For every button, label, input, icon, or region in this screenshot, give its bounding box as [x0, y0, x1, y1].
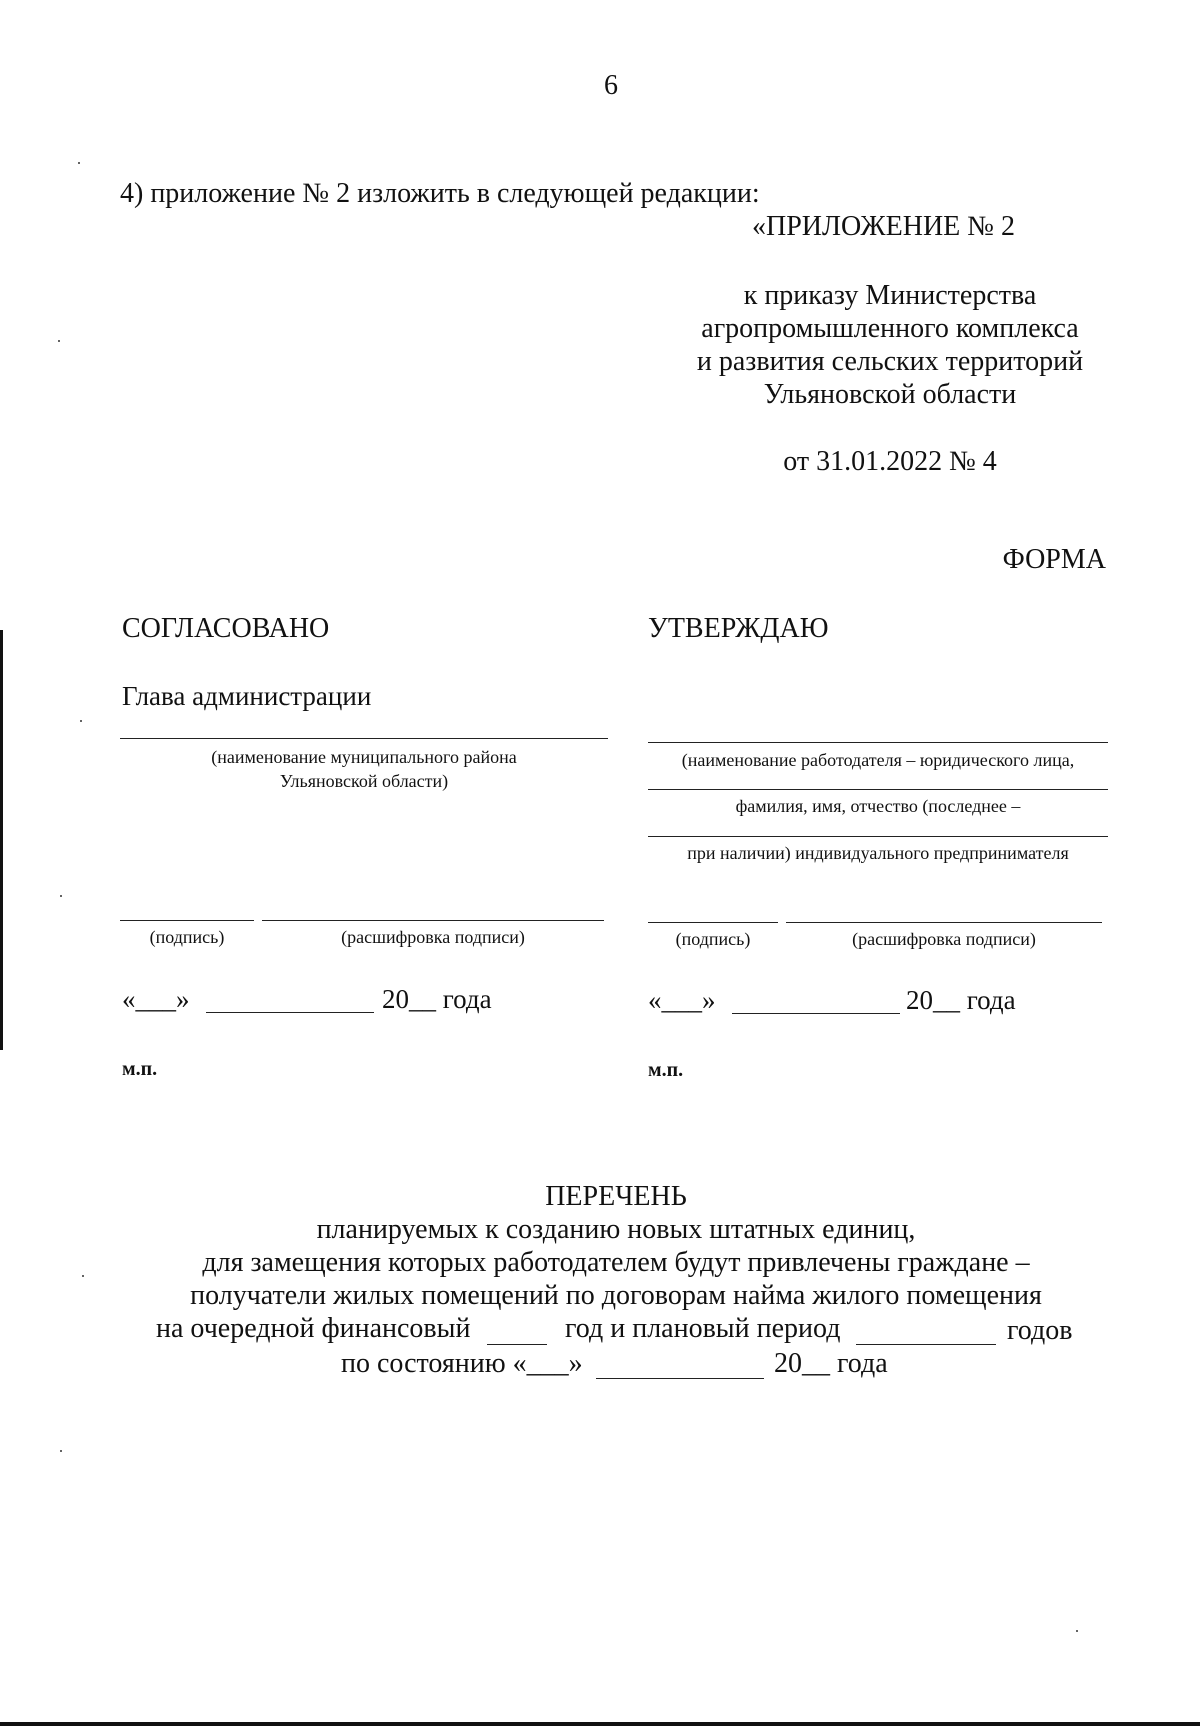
scan-speck	[78, 162, 80, 164]
head-of-administration: Глава администрации	[122, 681, 372, 711]
employer-caption-2: фамилия, имя, отчество (последнее –	[735, 796, 1021, 816]
employer-name-line-2	[648, 789, 1108, 790]
appendix-line: к приказу Министерства	[743, 280, 1037, 311]
list-heading: ПЕРЕЧЕНЬ	[545, 1181, 687, 1212]
date-year: 20__ года	[906, 985, 1016, 1015]
signature-label: (подпись)	[149, 927, 225, 947]
signature-decode-label: (расшифровка подписи)	[341, 927, 525, 947]
as-of-date-text: по состоянию «___»	[341, 1348, 583, 1379]
appendix-date-number: от 31.01.2022 № 4	[783, 446, 997, 477]
as-of-year-text: 20__ года	[774, 1348, 888, 1379]
date-month-line	[206, 1012, 374, 1013]
date-month-line	[732, 1013, 900, 1014]
signature-decode-line	[262, 920, 604, 921]
municipal-caption-2: Ульяновской области)	[279, 771, 449, 791]
appendix-line: агропромышленного комплекса	[701, 313, 1079, 344]
approved-heading: СОГЛАСОВАНО	[122, 613, 330, 644]
municipal-district-line	[120, 738, 608, 739]
approve-heading: УТВЕРЖДАЮ	[648, 613, 829, 644]
appendix-line: Ульяновской области	[763, 379, 1017, 410]
scan-speck	[80, 720, 82, 722]
date-day: «___»	[648, 985, 716, 1015]
employer-caption-3: при наличии) индивидуального предпринимателя	[687, 843, 1069, 863]
financial-year-blank	[487, 1344, 547, 1345]
date-year: 20__ года	[382, 984, 492, 1014]
page-number: 6	[604, 70, 618, 101]
years-text: годов	[1007, 1315, 1073, 1346]
scan-edge-line	[0, 630, 3, 1050]
employer-name-line-3	[648, 836, 1108, 837]
scan-speck	[60, 895, 62, 897]
stamp-place: м.п.	[648, 1059, 684, 1081]
signature-decode-label: (расшифровка подписи)	[852, 929, 1036, 949]
planning-period-text: год и плановый период	[565, 1313, 841, 1344]
signature-decode-line	[786, 922, 1102, 923]
date-day: «___»	[122, 984, 190, 1014]
signature-line	[120, 920, 254, 921]
municipal-caption-1: (наименование муниципального района	[211, 747, 517, 767]
scan-speck	[60, 1450, 62, 1452]
employer-name-line	[648, 742, 1108, 743]
intro-text: 4) приложение № 2 изложить в следующей редакции:	[120, 178, 760, 209]
stamp-place: м.п.	[122, 1058, 158, 1080]
scan-bottom-line	[0, 1722, 1200, 1726]
scan-speck	[1076, 1630, 1078, 1632]
appendix-line: и развития сельских территорий	[696, 346, 1084, 377]
form-label: ФОРМА	[1002, 544, 1106, 575]
as-of-month-blank	[596, 1378, 764, 1379]
signature-label: (подпись)	[675, 929, 751, 949]
financial-year-text: на очередной финансовый	[156, 1313, 471, 1344]
scan-speck	[58, 340, 60, 342]
planning-period-blank	[856, 1344, 996, 1345]
list-title-line: получатели жилых помещений по договорам найма жилого помещения	[190, 1280, 1042, 1311]
list-title-line: планируемых к созданию новых штатных единиц,	[316, 1214, 916, 1245]
appendix-title: «ПРИЛОЖЕНИЕ № 2	[752, 211, 1015, 242]
list-title-line: для замещения которых работодателем будут привлечены граждане –	[202, 1247, 1030, 1278]
employer-caption-1: (наименование работодателя – юридического лица,	[681, 750, 1075, 770]
signature-line	[648, 922, 778, 923]
